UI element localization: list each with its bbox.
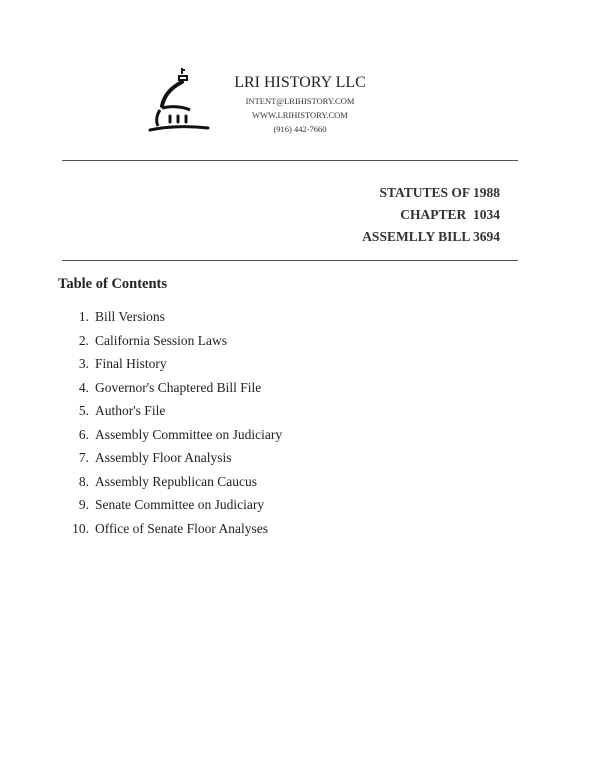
toc-item-label: Author's File — [95, 403, 166, 418]
toc-item — [62, 497, 282, 521]
bill-number: ASSEMLLY BILL 3694 — [362, 229, 500, 244]
toc-item-number: 3. — [78, 356, 89, 371]
firm-email: INTENT@LRIHISTORY.COM — [245, 96, 355, 106]
toc-item-label: Bill Versions — [95, 309, 165, 324]
toc-item-number: 4. — [78, 379, 89, 395]
toc-list — [62, 309, 282, 544]
toc-item — [62, 380, 282, 404]
statute-year: STATUTES OF 1988 — [379, 185, 500, 200]
toc-item — [62, 474, 282, 498]
toc-item — [62, 333, 282, 357]
chapter: CHAPTER 1034 — [400, 207, 500, 222]
divider — [62, 260, 518, 261]
toc-item-label: Final History — [95, 356, 167, 371]
firm-info — [220, 74, 380, 134]
toc-item-label: Assembly Republican Caucus — [95, 473, 257, 489]
toc-item-label: Office of Senate Floor Analyses — [95, 520, 268, 536]
toc-item-label: Governor's Chaptered Bill File — [95, 379, 262, 395]
toc-item-number: 9. — [78, 497, 89, 512]
toc-item — [62, 427, 282, 451]
firm-name: LRI HISTORY LLC — [234, 74, 366, 91]
capitol-dome-logo-icon — [148, 66, 212, 138]
toc-item-label: California Session Laws — [95, 332, 227, 348]
toc-item-number: 2. — [78, 332, 89, 348]
toc-item-number: 5. — [78, 403, 89, 418]
toc-item — [62, 356, 282, 380]
toc-item-number: 10. — [72, 520, 89, 536]
toc-item-label: Assembly Committee on Judiciary — [95, 426, 283, 442]
firm-website: WWW.LRIHISTORY.COM — [252, 110, 348, 120]
toc-item — [62, 450, 282, 474]
toc-item — [62, 521, 282, 545]
toc-item-number: 7. — [78, 450, 89, 465]
toc-item-number: 8. — [78, 473, 89, 489]
toc-item-label: Assembly Floor Analysis — [95, 450, 232, 465]
toc-item-label: Senate Committee on Judiciary — [95, 497, 265, 512]
toc-item — [62, 403, 282, 427]
toc-title: Table of Contents — [58, 276, 168, 292]
firm-phone: (916) 442-7660 — [273, 124, 327, 134]
divider — [62, 160, 518, 161]
toc-item-number: 6. — [78, 426, 89, 442]
toc-item-number: 1. — [78, 309, 89, 324]
statute-info — [362, 182, 500, 248]
toc-item — [62, 309, 282, 333]
